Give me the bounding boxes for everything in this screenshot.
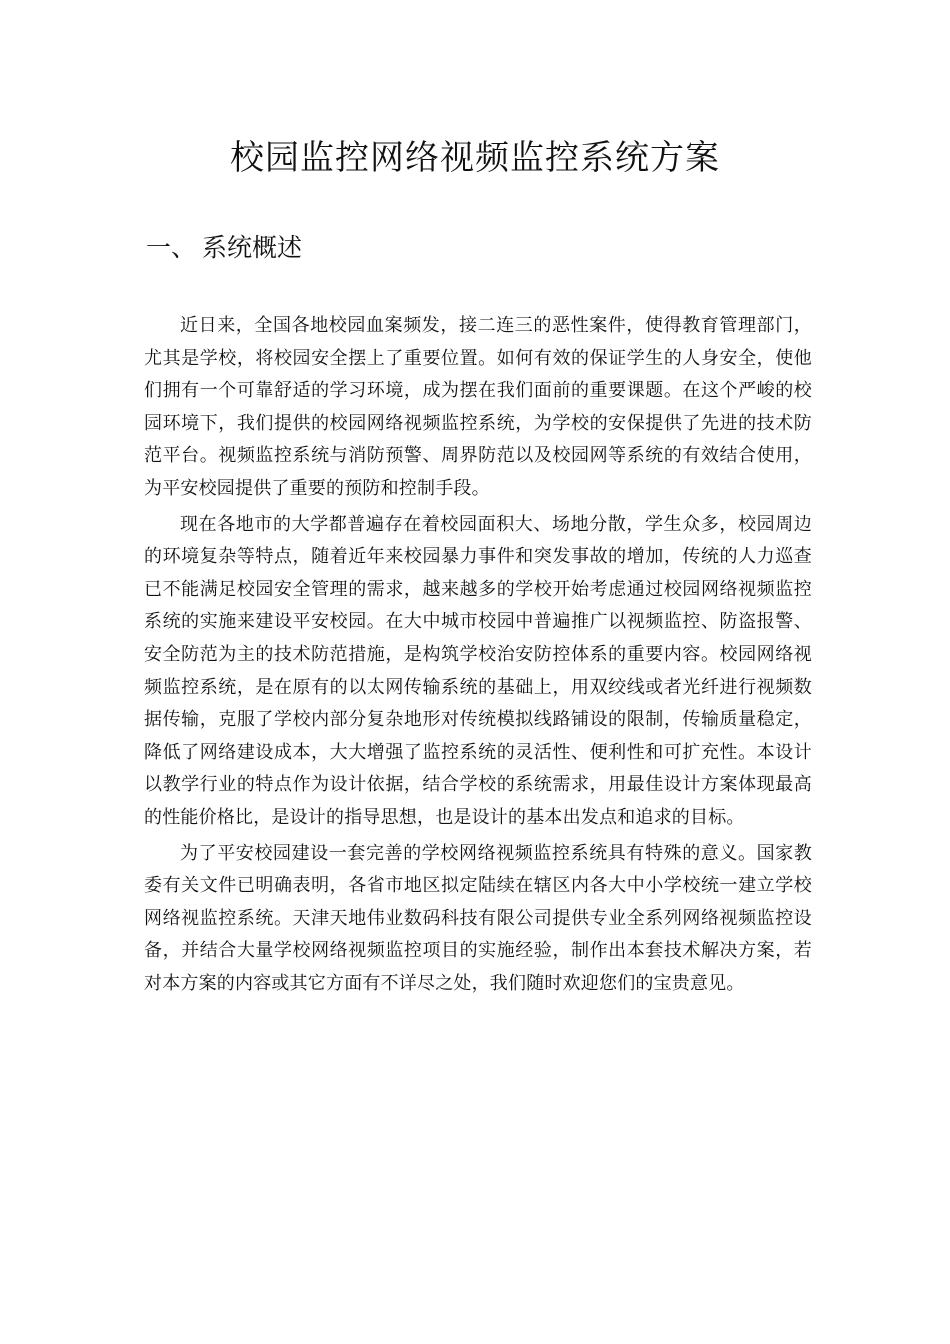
paragraph: 近日来，全国各地校园血案频发，接二连三的恶性案件，使得教育管理部门，尤其是学校，将校园安全摆上了重要位置。如何有效的保证学生的人身安全，使他们拥有一个可靠舒适的学习环境，成为摆在我们面前的重要课题。在这个严峻的校园环境下，我们提供的校园网络视频监控系统，为学校的安保提供了先进的技术防范平台。视频监控系统与消防预警、周界防范以及校园网等系统的有效结合使用，为平安校园提供了重要的预防和控制手段。 [144,315,812,499]
section-heading-text: 系统概述 [202,233,303,262]
section-heading [146,228,302,268]
document-title: 校园监控网络视频监控系统方案 [230,138,720,178]
paragraph: 现在各地市的大学都普遍存在着校园面积大、场地分散，学生众多，校园周边的环境复杂等特点，随着近年来校园暴力事件和突发事故的增加，传统的人力巡查已不能满足校园安全管理的需求，越来越多的学校开始考虑通过校园网络视频监控系统的实施来建设平安校园。在大中城市校园中普遍推广以视频监控、防盗报警、安全防范为主的技术防范措施，是构筑学校治安防控体系的重要内容。校园网络视频监控系统，是在原有的以太网传输系统的基础上，用双绞线或者光纤进行视频数据传输，克服了学校内部分复杂地形对传统模拟线路铺设的限制，传输质量稳定，降低了网络建设成本，大大增强了监控系统的灵活性、便利性和可扩充性。本设计以教学行业的特点作为设计依据，结合学校的系统需求，用最佳设计方案体现最高的性能价格比，是设计的指导思想，也是设计的基本出发点和追求的目标。 [144,513,812,828]
section-number: 一、 [146,233,197,262]
section-body [144,310,812,1003]
paragraph: 为了平安校园建设一套完善的学校网络视频监控系统具有特殊的意义。国家教委有关文件已明确表明，各省市地区拟定陆续在辖区内各大中小学校统一建立学校网络视监控系统。天津天地伟业数码科技有限公司提供专业全系列网络视频监控设备，并结合大量学校网络视频监控项目的实施经验，制作出本套技术解决方案，若对本方案的内容或其它方面有不详尽之处，我们随时欢迎您们的宝贵意见。 [144,842,812,994]
